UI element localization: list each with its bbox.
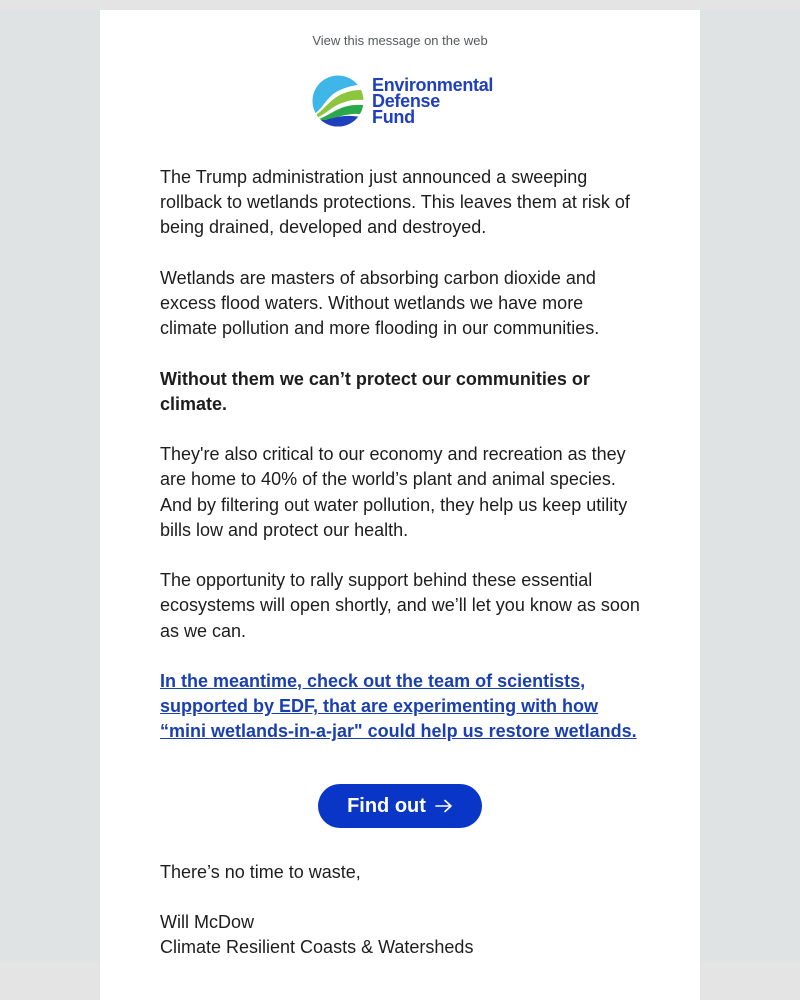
arrow-right-icon [435, 799, 453, 813]
find-out-button[interactable] [318, 784, 482, 828]
closing-line: There’s no time to waste, [160, 862, 361, 882]
paragraph-wetlands-masters: Wetlands are masters of absorbing carbon dioxide and excess flood waters. Without wetlands we have more climate pollution and more flooding in our communities. [160, 267, 600, 339]
edf-logo[interactable] [312, 74, 498, 128]
paragraph-economy: They're also critical to our economy and recreation as they are home to 40% of the world’s plant and animal species. And by filtering out water pollution, they help us keep utility bills low and protect our health. [160, 444, 628, 540]
email-body [160, 165, 645, 745]
logo-line-2: Defense [372, 91, 440, 111]
edf-logo-wordmark [372, 77, 493, 125]
cta-container [100, 784, 700, 828]
logo-line-1: Environmental [372, 75, 494, 95]
signer-title: Climate Resilient Coasts & Watersheds [160, 937, 474, 957]
edf-logo-mark-icon [312, 75, 364, 127]
signer-name: Will McDow [160, 912, 254, 932]
scientists-article-link[interactable]: In the meantime, check out the team of scientists, supported by EDF, that are experimenting with how “mini wetlands-in-a-jar" could help us restore wetlands. [160, 670, 637, 742]
paragraph-opportunity: The opportunity to rally support behind these essential ecosystems will open shortly, and we’ll let you know as soon as we can. [160, 570, 640, 641]
view-on-web-link[interactable]: View this message on the web [312, 33, 488, 48]
paragraph-emphasis: Without them we can’t protect our communities or climate. [160, 368, 590, 414]
paragraph-rollback: The Trump administration just announced a sweeping rollback to wetlands protections. This leaves them at risk of being drained, developed and destroyed. [160, 167, 630, 238]
logo-line-3: Fund [372, 107, 415, 127]
find-out-label: Find out [347, 794, 426, 817]
signature-block [160, 860, 645, 960]
email-card [100, 10, 700, 1000]
